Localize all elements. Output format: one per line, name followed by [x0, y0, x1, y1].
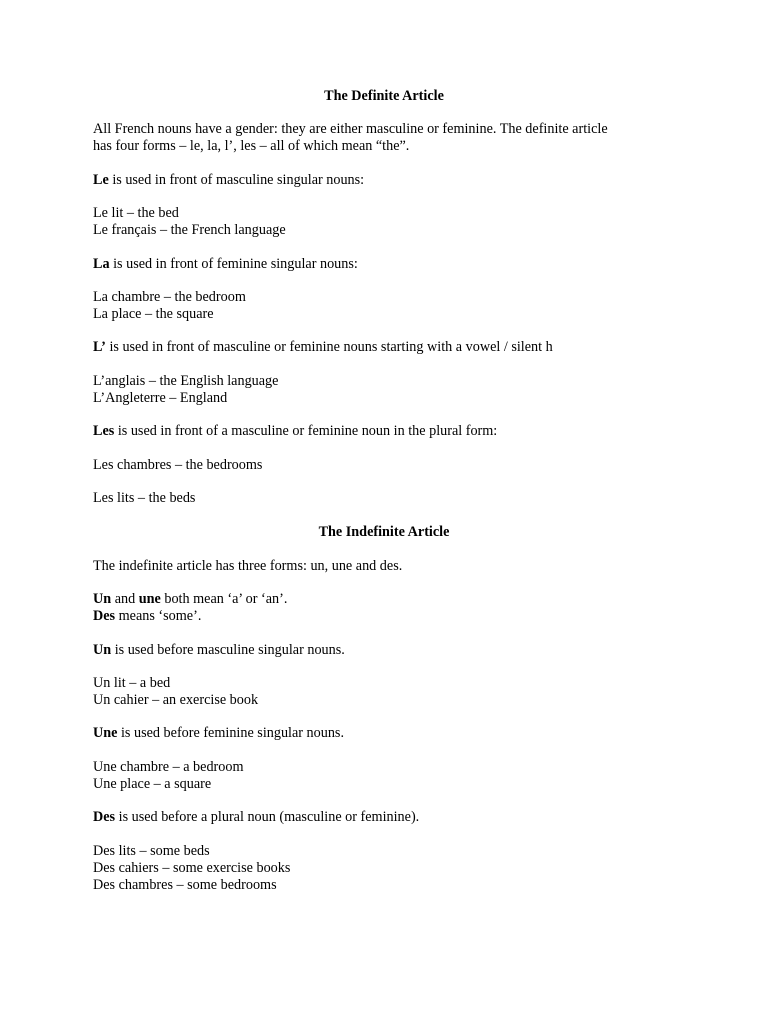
definite-article-heading: The Definite Article	[324, 88, 444, 104]
les-example-2: Les lits – the beds	[93, 490, 196, 506]
une-example-1: Une chambre – a bedroom	[93, 759, 244, 775]
des-meaning-line	[93, 608, 201, 625]
le-term: Le	[93, 172, 109, 188]
la-example-1: La chambre – the bedroom	[93, 289, 246, 305]
un-rule-text: is used before masculine singular nouns.	[111, 642, 345, 658]
le-example-2: Le français – the French language	[93, 222, 286, 238]
le-rule-text: is used in front of masculine singular nouns:	[108, 172, 365, 188]
une-rule-text: is used before feminine singular nouns.	[117, 725, 344, 741]
la-term: La	[93, 256, 110, 272]
la-rule-line	[93, 256, 358, 273]
des-term: Des	[93, 809, 116, 825]
les-term: Les	[93, 423, 115, 439]
le-rule-line	[93, 172, 364, 189]
indefinite-intro: The indefinite article has three forms: un, une and des.	[93, 558, 403, 574]
l-term: L’	[93, 339, 106, 355]
le-example-1: Le lit – the bed	[93, 205, 179, 221]
les-rule-line	[93, 423, 497, 440]
la-rule-text: is used in front of feminine singular nouns:	[109, 256, 358, 272]
l-example-2: L’Angleterre – England	[93, 390, 228, 406]
and-text: and	[111, 591, 139, 607]
un-rule-line	[93, 642, 345, 659]
definite-intro-line-1: All French nouns have a gender: they are either masculine or feminine. The definite article	[93, 121, 608, 137]
un-term: Un	[93, 642, 112, 658]
un-example-2: Un cahier – an exercise book	[93, 692, 259, 708]
les-example-1: Les chambres – the bedrooms	[93, 457, 263, 473]
les-rule-text: is used in front of a masculine or feminine noun in the plural form:	[114, 423, 498, 439]
un-example-1: Un lit – a bed	[93, 675, 171, 691]
des-example-3: Des chambres – some bedrooms	[93, 877, 277, 893]
des-rule-line	[93, 809, 419, 826]
la-example-2: La place – the square	[93, 306, 214, 322]
des-means-text: means ‘some’.	[115, 608, 202, 624]
both-mean-text: both mean ‘a’ or ‘an’.	[160, 591, 288, 607]
l-rule-line	[93, 339, 553, 356]
des-example-2: Des cahiers – some exercise books	[93, 860, 291, 876]
une-example-2: Une place – a square	[93, 776, 212, 792]
une-term-inline: une	[138, 591, 161, 607]
une-term: Une	[93, 725, 118, 741]
un-term-inline: Un	[93, 591, 112, 607]
un-une-meaning-line	[93, 591, 287, 608]
indefinite-article-heading: The Indefinite Article	[318, 524, 450, 540]
l-rule-text: is used in front of masculine or feminine nouns starting with a vowel / silent h	[105, 339, 553, 355]
definite-intro-line-2: has four forms – le, la, l’, les – all of which mean “the”.	[93, 138, 410, 154]
des-example-1: Des lits – some beds	[93, 843, 210, 859]
l-example-1: L’anglais – the English language	[93, 373, 279, 389]
des-term-inline: Des	[93, 608, 116, 624]
une-rule-line	[93, 725, 344, 742]
des-rule-text: is used before a plural noun (masculine or feminine).	[115, 809, 420, 825]
